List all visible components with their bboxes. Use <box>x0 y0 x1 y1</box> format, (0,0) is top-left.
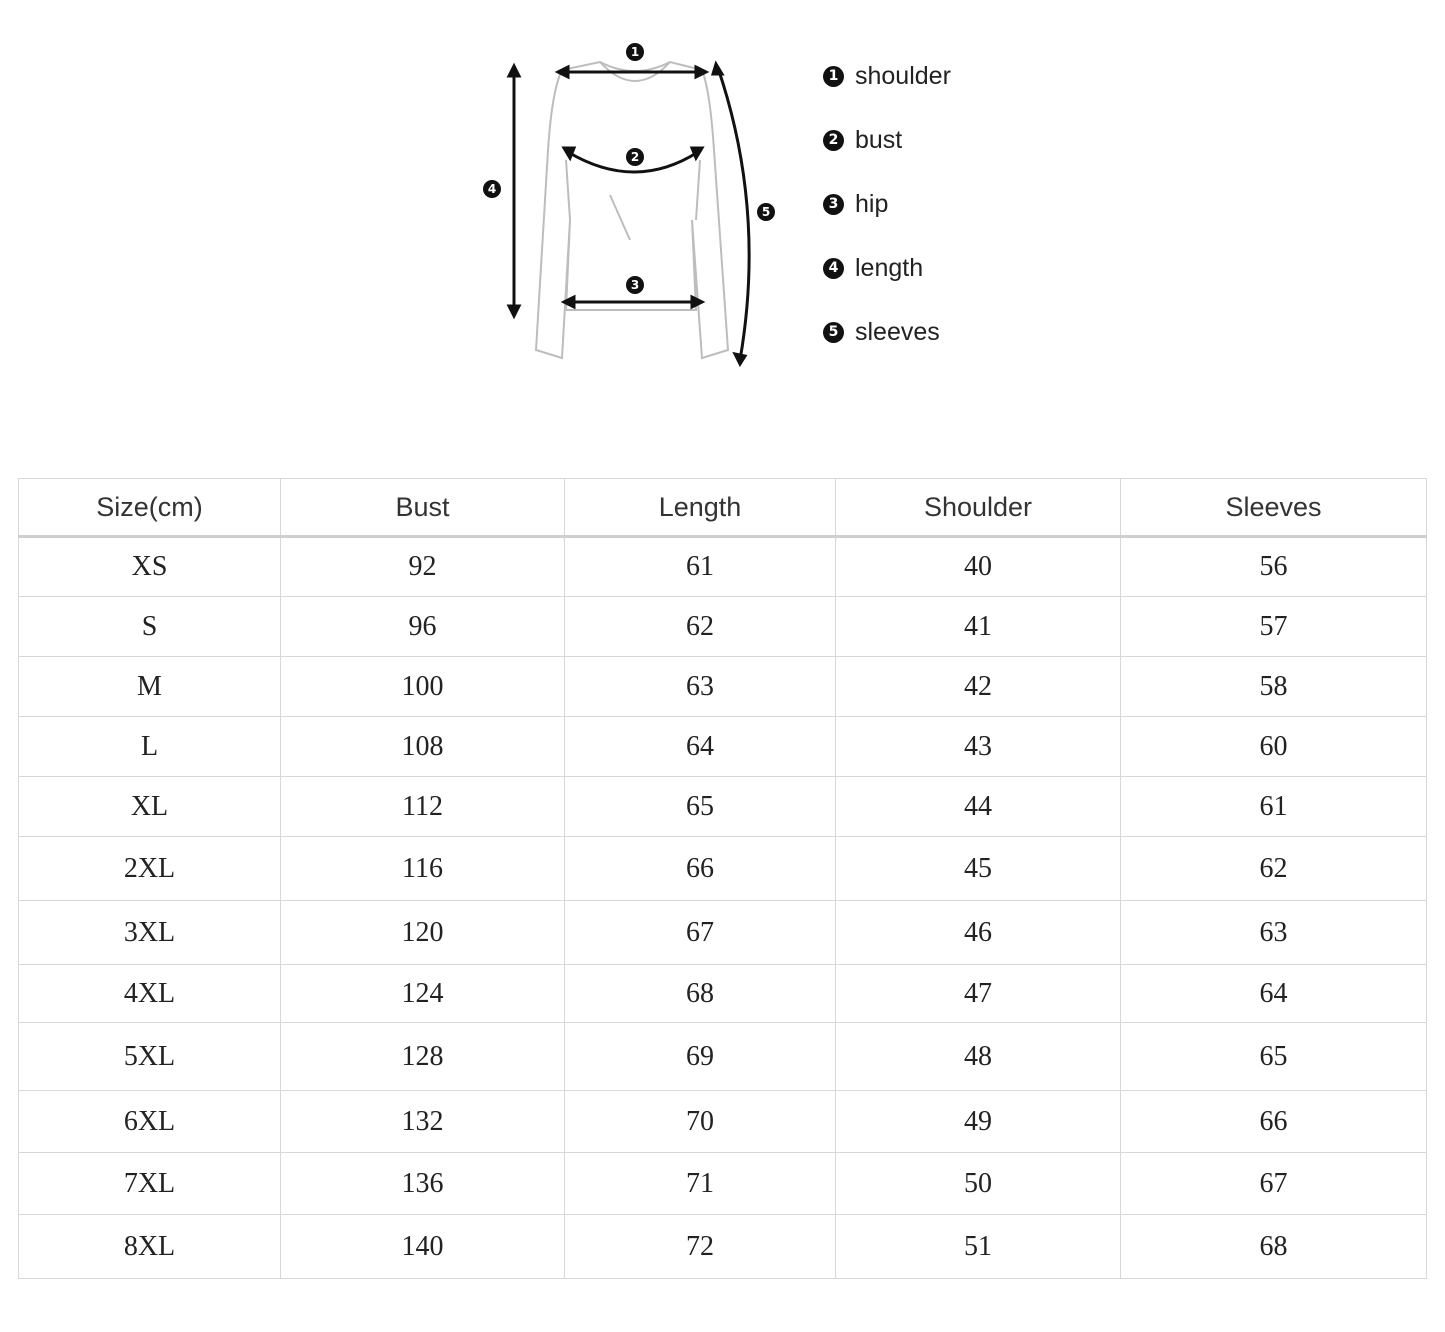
cell-shoulder: 51 <box>836 1215 1121 1279</box>
table-row <box>19 837 1427 901</box>
cell-bust: 112 <box>281 777 565 837</box>
legend-item-bust <box>823 122 1123 186</box>
cell-shoulder: 50 <box>836 1153 1121 1215</box>
cell-shoulder: 47 <box>836 965 1121 1023</box>
table-header-row <box>19 479 1427 537</box>
legend-item-hip <box>823 186 1123 250</box>
cell-bust: 92 <box>281 537 565 597</box>
legend-item-length <box>823 250 1123 314</box>
cell-bust: 96 <box>281 597 565 657</box>
table-row <box>19 1023 1427 1091</box>
legend-item-sleeves <box>823 314 1123 378</box>
legend-number-2: 2 <box>823 130 844 151</box>
svg-text:3: 3 <box>630 278 640 292</box>
cell-length: 61 <box>565 537 836 597</box>
cell-sleeves: 67 <box>1121 1153 1427 1215</box>
table-row <box>19 717 1427 777</box>
cell-sleeves: 62 <box>1121 837 1427 901</box>
header-bust: Bust <box>281 479 565 537</box>
cell-sleeves: 56 <box>1121 537 1427 597</box>
table-row <box>19 901 1427 965</box>
cell-length: 70 <box>565 1091 836 1153</box>
legend-label-length: length <box>855 254 924 282</box>
legend-item-shoulder <box>823 58 1123 122</box>
svg-text:1: 1 <box>630 45 640 59</box>
cell-length: 68 <box>565 965 836 1023</box>
cell-shoulder: 44 <box>836 777 1121 837</box>
cell-shoulder: 42 <box>836 657 1121 717</box>
svg-text:2: 2 <box>630 150 640 164</box>
cell-shoulder: 48 <box>836 1023 1121 1091</box>
cell-size: 3XL <box>19 901 281 965</box>
cell-length: 66 <box>565 837 836 901</box>
cell-length: 64 <box>565 717 836 777</box>
header-size: Size(cm) <box>19 479 281 537</box>
table-row <box>19 1091 1427 1153</box>
sweater-illustration <box>470 30 800 380</box>
cell-sleeves: 64 <box>1121 965 1427 1023</box>
cell-sleeves: 63 <box>1121 901 1427 965</box>
cell-shoulder: 49 <box>836 1091 1121 1153</box>
cell-size: XS <box>19 537 281 597</box>
cell-bust: 128 <box>281 1023 565 1091</box>
cell-shoulder: 43 <box>836 717 1121 777</box>
cell-sleeves: 68 <box>1121 1215 1427 1279</box>
table-body <box>19 537 1427 1279</box>
header-sleeves: Sleeves <box>1121 479 1427 537</box>
cell-shoulder: 46 <box>836 901 1121 965</box>
cell-size: 8XL <box>19 1215 281 1279</box>
table-row <box>19 537 1427 597</box>
size-chart-table <box>18 478 1427 1279</box>
table-row <box>19 657 1427 717</box>
header-shoulder: Shoulder <box>836 479 1121 537</box>
cell-bust: 140 <box>281 1215 565 1279</box>
cell-size: 6XL <box>19 1091 281 1153</box>
cell-sleeves: 61 <box>1121 777 1427 837</box>
table-row <box>19 597 1427 657</box>
legend-number-3: 3 <box>823 194 844 215</box>
legend-label-hip: hip <box>855 190 889 218</box>
cell-size: 4XL <box>19 965 281 1023</box>
cell-size: XL <box>19 777 281 837</box>
header-length: Length <box>565 479 836 537</box>
cell-size: 5XL <box>19 1023 281 1091</box>
cell-size: 2XL <box>19 837 281 901</box>
cell-size: 7XL <box>19 1153 281 1215</box>
cell-size: M <box>19 657 281 717</box>
cell-shoulder: 45 <box>836 837 1121 901</box>
cell-bust: 136 <box>281 1153 565 1215</box>
cell-length: 67 <box>565 901 836 965</box>
cell-shoulder: 41 <box>836 597 1121 657</box>
cell-sleeves: 65 <box>1121 1023 1427 1091</box>
cell-bust: 108 <box>281 717 565 777</box>
cell-length: 72 <box>565 1215 836 1279</box>
cell-size: L <box>19 717 281 777</box>
cell-sleeves: 66 <box>1121 1091 1427 1153</box>
cell-size: S <box>19 597 281 657</box>
cell-bust: 132 <box>281 1091 565 1153</box>
legend-label-bust: bust <box>855 126 903 154</box>
table-row <box>19 1153 1427 1215</box>
cell-bust: 116 <box>281 837 565 901</box>
svg-text:4: 4 <box>487 182 497 196</box>
legend-number-5: 5 <box>823 322 844 343</box>
cell-length: 69 <box>565 1023 836 1091</box>
legend-number-1: 1 <box>823 66 844 87</box>
svg-text:5: 5 <box>761 205 771 219</box>
legend-label-sleeves: sleeves <box>855 318 940 346</box>
cell-bust: 120 <box>281 901 565 965</box>
cell-bust: 100 <box>281 657 565 717</box>
cell-length: 62 <box>565 597 836 657</box>
cell-sleeves: 60 <box>1121 717 1427 777</box>
cell-shoulder: 40 <box>836 537 1121 597</box>
cell-bust: 124 <box>281 965 565 1023</box>
cell-sleeves: 57 <box>1121 597 1427 657</box>
table-row <box>19 777 1427 837</box>
cell-length: 63 <box>565 657 836 717</box>
cell-sleeves: 58 <box>1121 657 1427 717</box>
table-row <box>19 965 1427 1023</box>
legend-label-shoulder: shoulder <box>855 62 951 90</box>
legend-number-4: 4 <box>823 258 844 279</box>
measurement-legend <box>823 58 1123 378</box>
cell-length: 65 <box>565 777 836 837</box>
cell-length: 71 <box>565 1153 836 1215</box>
garment-diagram <box>470 30 800 380</box>
table-row <box>19 1215 1427 1279</box>
